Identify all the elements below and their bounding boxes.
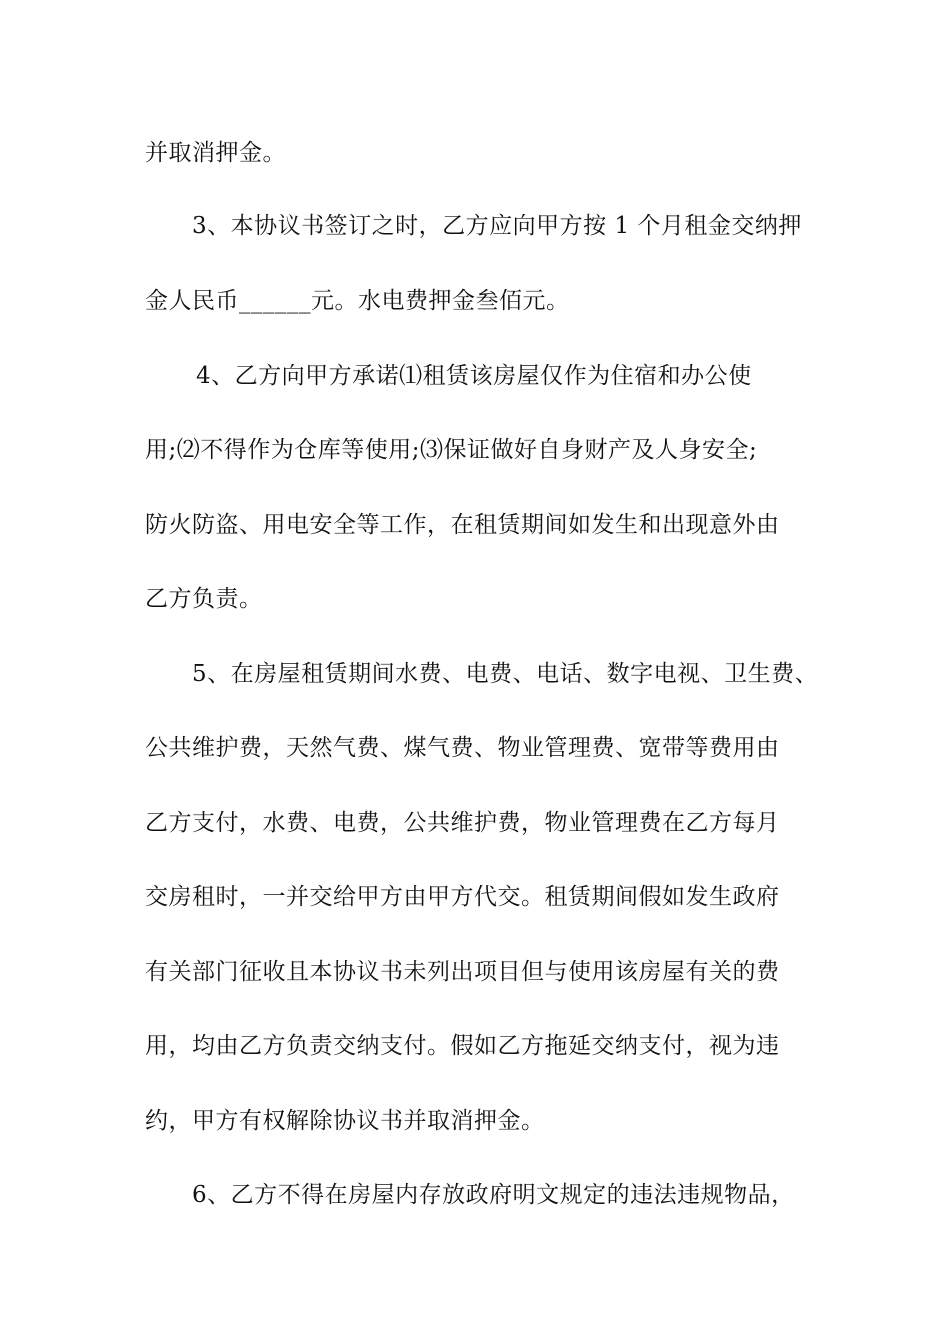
- clause-5-line-7: 约，甲方有权解除协议书并取消押金。: [145, 1108, 545, 1134]
- clause-5-line-3: 乙方支付，水费、电费，公共维护费，物业管理费在乙方每月: [145, 810, 780, 836]
- clause-5-line-5: 有关部门征收且本协议书未列出项目但与使用该房屋有关的费: [145, 959, 780, 985]
- clause-4-line-1: 4、乙方向甲方承诺⑴租赁该房屋仅作为住宿和办公使: [196, 363, 752, 389]
- clause-6-line-1: 6、乙方不得在房屋内存放政府明文规定的违法违规物品，: [192, 1182, 795, 1208]
- clause-3-line-2: 金人民币______元。水电费押金叁佰元。: [145, 288, 570, 314]
- clause-5-line-1: 5、在房屋租赁期间水费、电费、电话、数字电视、卫生费、: [192, 661, 819, 687]
- clause-5-line-6: 用，均由乙方负责交纳支付。假如乙方拖延交纳支付，视为违: [145, 1033, 780, 1059]
- clause-3-line-1: 3、本协议书签订之时，乙方应向甲方按 1 个月租金交纳押: [192, 213, 802, 239]
- clause-4-line-3: 防火防盗、用电安全等工作，在租赁期间如发生和出现意外由: [145, 512, 780, 538]
- text-line-1: 并取消押金。: [145, 140, 286, 166]
- clause-5-line-2: 公共维护费，天然气费、煤气费、物业管理费、宽带等费用由: [145, 735, 780, 761]
- clause-4-line-4: 乙方负责。: [145, 586, 263, 612]
- clause-4-line-2: 用;⑵不得作为仓库等使用;⑶保证做好自身财产及人身安全;: [145, 437, 758, 463]
- clause-5-line-4: 交房租时，一并交给甲方由甲方代交。租赁期间假如发生政府: [145, 884, 780, 910]
